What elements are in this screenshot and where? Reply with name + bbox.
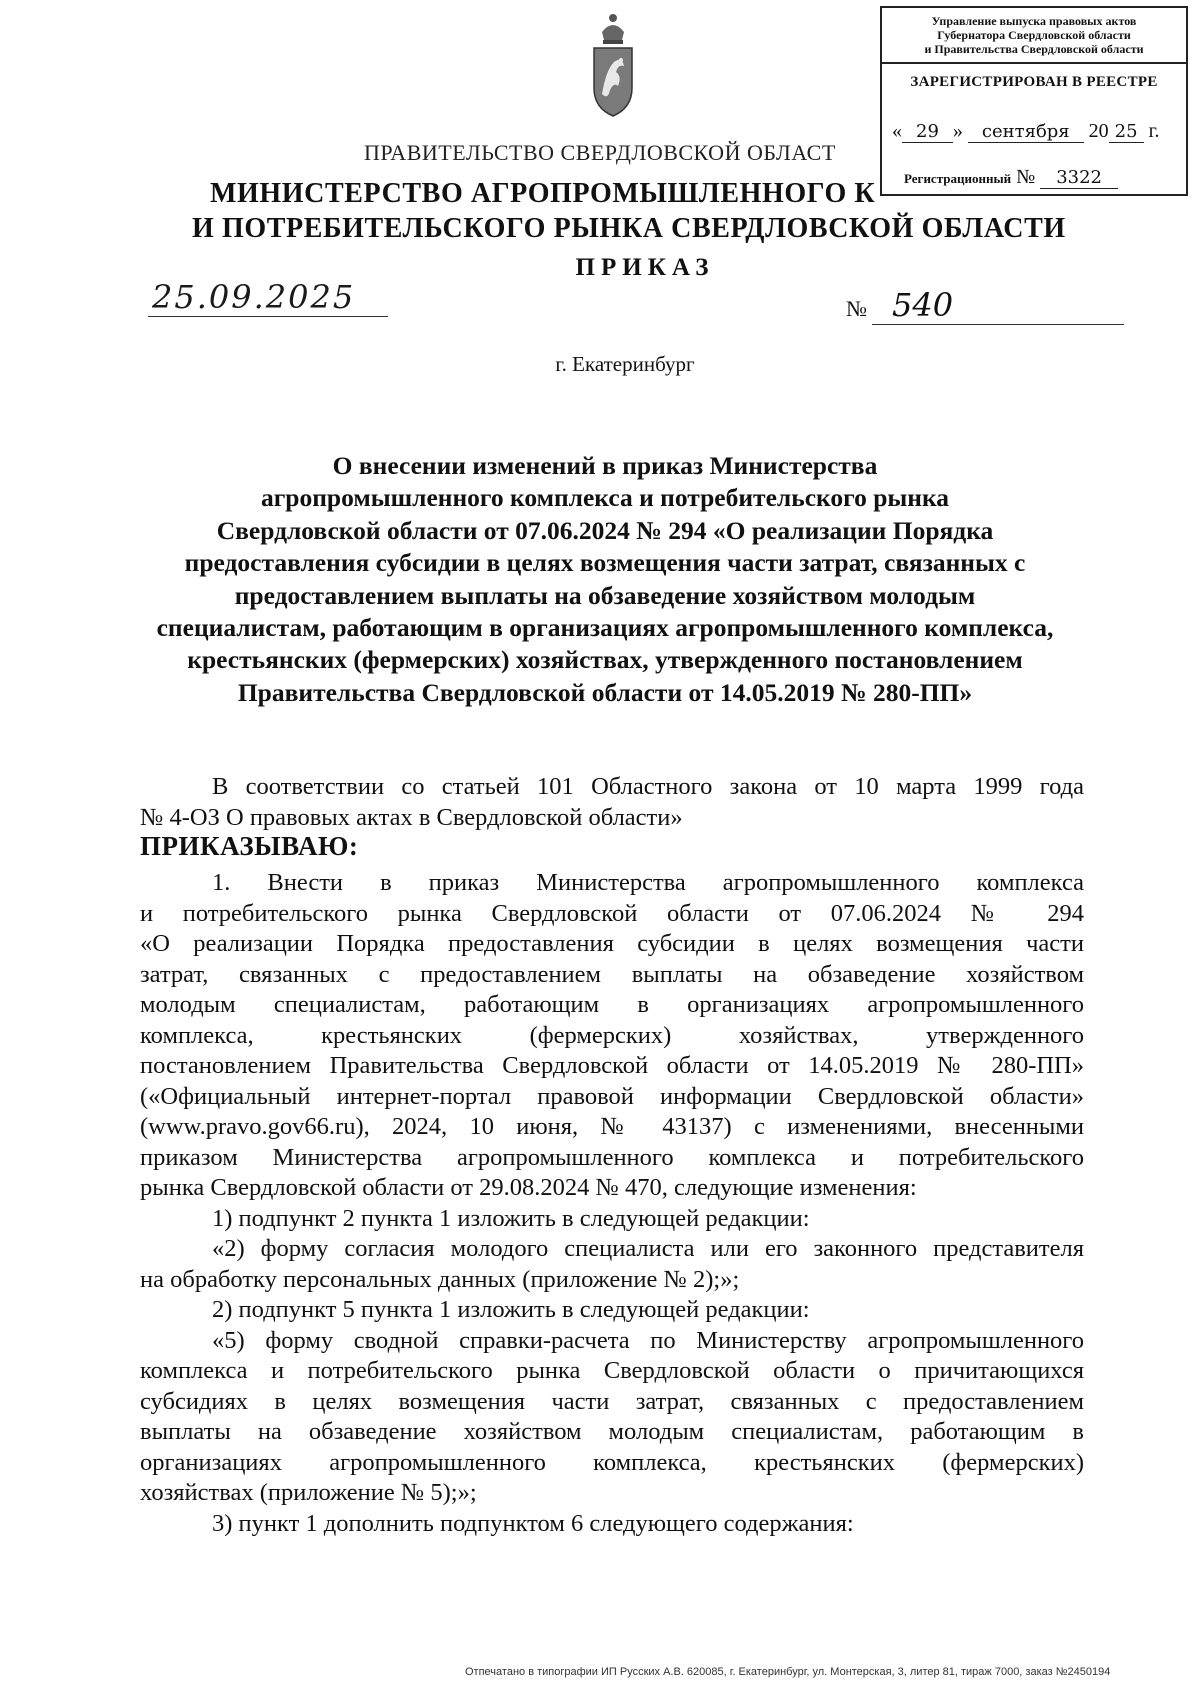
- body-line: молодым специалистам, работающим в организациях агропромышленного: [140, 991, 1084, 1018]
- body-line: (www.pravo.gov66.ru), 2024, 10 июня, № 43137) с изменениями, внесенными: [140, 1113, 1084, 1140]
- stamp-header-line: и Правительства Свердловской области: [924, 42, 1144, 56]
- registration-day: 29: [902, 121, 953, 143]
- body-line: 1. Внести в приказ Министерства агропромышленного комплекса: [212, 869, 1084, 896]
- registration-year-unit: г.: [1148, 120, 1160, 142]
- title-line: Правительства Свердловской области от 14.05.2019 № 280-ПП»: [237, 677, 973, 707]
- body-line: на обработку персональных данных (приложение № 2);»;: [140, 1265, 740, 1293]
- registration-month: сентября: [968, 121, 1084, 143]
- body-line: («Официальный интернет-портал правовой информации Свердловской области»: [140, 1082, 1084, 1110]
- body-line: постановлением Правительства Свердловской области от 14.05.2019 № 280-ПП»: [140, 1052, 1084, 1079]
- body-line: приказом Министерства агропромышленного комплекса и потребительского: [140, 1143, 1084, 1171]
- preamble-line: № 4-ОЗ О правовых актах в Свердловской области»: [140, 803, 683, 831]
- body-line: рынка Свердловской области от 29.08.2024 № 470, следующие изменения:: [140, 1174, 917, 1201]
- registration-year-prefix: 20: [1088, 120, 1109, 142]
- stamp-header-line: Губернатора Свердловской области: [937, 28, 1131, 42]
- title-line: специалистам, работающим в организациях агропромышленного комплекса,: [156, 613, 1054, 643]
- registration-stamp: [880, 6, 1188, 196]
- body-line: субсидиях в целях возмещения части затрат, связанных с предоставлением: [140, 1387, 1084, 1415]
- coat-of-arms-icon: [588, 10, 638, 120]
- title-line: предоставлением выплаты на обзаведение хозяйством молодым: [234, 580, 976, 610]
- order-number-sign: №: [846, 296, 867, 321]
- printer-footer: Отпечатано в типографии ИП Русских А.В. 620085, г. Екатеринбург, ул. Монтерская, 3, литер 81, тираж 7000, заказ №2450194: [465, 1666, 1111, 1678]
- preamble-line: В соответствии со статьей 101 Областного закона от 10 марта 1999 года: [212, 773, 1084, 800]
- registration-number-sign: №: [1016, 166, 1036, 188]
- ministry-name-line1: МИНИСТЕРСТВО АГРОПРОМЫШЛЕННОГО К: [210, 178, 876, 209]
- body-line: комплекса и потребительского рынка Свердловской области о причитающихся: [140, 1357, 1084, 1384]
- title-line: О внесении изменений в приказ Министерства: [332, 451, 878, 480]
- title-line: агропромышленного комплекса и потребительского рынка: [260, 483, 950, 513]
- order-number: 540: [872, 286, 1124, 325]
- city: г. Екатеринбург: [555, 352, 695, 376]
- registration-number-label: Регистрационный: [904, 171, 1012, 186]
- body-line: выплаты на обзаведение хозяйством молодым специалистам, работающим в: [140, 1418, 1084, 1445]
- body-line: организациях агропромышленного комплекса, крестьянских (фермерских): [140, 1448, 1084, 1476]
- title-line: предоставления субсидии в целях возмещения части затрат, связанных с: [184, 548, 1026, 578]
- title-line: Свердловской области от 07.06.2024 № 294 «О реализации Порядка: [216, 515, 994, 545]
- body-line: хозяйствах (приложение № 5);»;: [140, 1479, 477, 1506]
- document-title: [135, 450, 1075, 709]
- registration-title: ЗАРЕГИСТРИРОВАН В РЕЕСТРЕ: [910, 74, 1158, 90]
- registration-year-suffix: 25: [1109, 121, 1144, 143]
- order-date: 25.09.2025: [148, 278, 388, 317]
- registration-number-value: 3322: [1040, 167, 1118, 189]
- document-type: ПРИКАЗ: [575, 254, 715, 281]
- ministry-name-line2: И ПОТРЕБИТЕЛЬСКОГО РЫНКА СВЕРДЛОВСКОЙ ОБЛАСТИ: [192, 213, 1066, 244]
- stamp-header-line: Управление выпуска правовых актов: [931, 14, 1137, 28]
- body-line: 3) пункт 1 дополнить подпунктом 6 следующего содержания:: [212, 1509, 854, 1537]
- body-line: «2) форму согласия молодого специалиста или его законного представителя: [212, 1235, 1084, 1262]
- registration-date: « 29 » сентября 20 25 г.: [892, 120, 1160, 142]
- body-line: «5) форму сводной справки-расчета по Министерству агропромышленного: [212, 1326, 1084, 1354]
- body-line: «О реализации Порядка предоставления субсидии в целях возмещения части: [140, 930, 1084, 957]
- body-line: затрат, связанных с предоставлением выплаты на обзаведение хозяйством: [140, 960, 1084, 988]
- body-line: 1) подпункт 2 пункта 1 изложить в следующей редакции:: [212, 1204, 810, 1232]
- registration-number: [904, 166, 1118, 189]
- order-body: [140, 868, 1084, 1539]
- body-line: и потребительского рынка Свердловской области от 07.06.2024 № 294: [140, 899, 1084, 927]
- body-line: комплекса, крестьянских (фермерских) хозяйствах, утвержденного: [140, 1021, 1084, 1049]
- title-line: крестьянских (фермерских) хозяйствах, утвержденного постановлением: [187, 645, 1023, 675]
- body-line: 2) подпункт 5 пункта 1 изложить в следующей редакции:: [212, 1296, 810, 1323]
- preamble: [140, 772, 1084, 833]
- registration-stamp-header: [882, 8, 1186, 64]
- government-name: ПРАВИТЕЛЬСТВО СВЕРДЛОВСКОЙ ОБЛАСТ: [364, 140, 836, 165]
- order-word: ПРИКАЗЫВАЮ:: [140, 831, 359, 861]
